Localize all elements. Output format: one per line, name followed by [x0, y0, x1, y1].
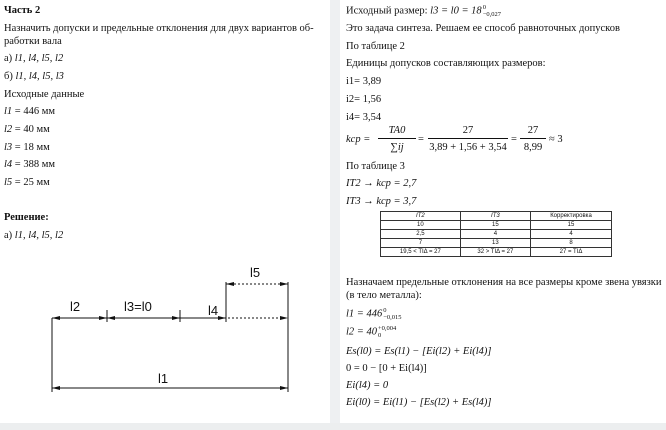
table-header-correction: Корректировка	[530, 212, 611, 221]
assign-line-1: Назначаем предельные отклонения на все размеры кроме звена увязки	[346, 277, 662, 288]
arrow-l5-left	[226, 282, 234, 286]
assign-line-2: (в тело металла):	[346, 290, 422, 301]
variant-b-text: l1, l4, l5, l3	[15, 71, 64, 82]
solution-variant-text: l1, l4, l5, l2	[14, 230, 64, 241]
table-row	[381, 230, 612, 239]
table-row	[381, 221, 612, 230]
kcp-bar2	[428, 138, 508, 139]
table-cell: 15	[530, 221, 611, 230]
input-l2-value: = 40 мм	[14, 124, 50, 135]
table-cell: 15	[460, 221, 530, 230]
equation-3	[346, 379, 388, 392]
table2-ref: По таблице 2	[346, 41, 405, 52]
kcp-eq2: =	[511, 134, 517, 145]
variant-a-text: l1, l4, l5, l2	[14, 53, 64, 64]
table3-ref: По таблице 3	[346, 161, 405, 172]
table-row	[381, 239, 612, 248]
arrow-l4-end	[280, 316, 288, 320]
input-l2-name: l2	[4, 124, 13, 135]
table-cell: 7	[381, 239, 461, 248]
table-cell: 4	[530, 230, 611, 239]
table-row	[381, 248, 612, 257]
table-cell: 10	[381, 221, 461, 230]
equation-4-text: Ei(l0) = Ei(l1) − [Es(l2) + Es(l4)]	[346, 397, 492, 408]
equation-4	[346, 396, 491, 409]
input-l1-value: = 446 мм	[14, 106, 56, 117]
synthesis-text: Это задача синтеза. Решаем ее способ равноточных допусков	[346, 23, 620, 34]
variant-b-prefix: б)	[4, 71, 13, 82]
arrow-l4-right	[218, 316, 226, 320]
table-header-row	[381, 212, 612, 221]
it2-line	[346, 177, 416, 190]
source-size-upper: 0	[482, 4, 486, 11]
tolerance-table	[380, 211, 612, 257]
label-l4: l4	[208, 303, 219, 318]
arrow-l3-right	[172, 316, 180, 320]
task-line-1: Назначить допуски и предельные отклонения для двух вариантов об-	[4, 23, 314, 34]
l2-lower: 0	[378, 332, 382, 339]
input-l3-value: = 18 мм	[14, 142, 50, 153]
source-size-eq: l3 = l0 = 18	[430, 5, 482, 17]
arrow-l3-left	[107, 316, 115, 320]
kcp-eq1: =	[418, 134, 424, 145]
kcp-num2: 27	[462, 125, 474, 136]
dimension-chain-drawing	[0, 0, 330, 430]
table-cell: 27 = TIΔ	[530, 248, 611, 257]
table-cell: 19,5 < TIΔ = 27	[381, 248, 461, 257]
label-l5: l5	[250, 265, 261, 280]
variant-a-prefix: а)	[4, 53, 13, 64]
part-title: Часть 2	[4, 5, 41, 16]
kcp-den1	[378, 141, 416, 154]
kcp-num1	[380, 124, 414, 137]
it3-line-text: IT3 → kср = 3,7	[346, 196, 417, 207]
bottom-bar	[0, 423, 666, 430]
solution-heading: Решение:	[4, 212, 49, 223]
l2-upper: +0,004	[378, 325, 397, 332]
equation-2-text: 0 = 0 − [0 + Ei(l4)]	[346, 363, 427, 374]
input-l4-value: = 388 мм	[14, 159, 56, 170]
table-cell: 2,5	[381, 230, 461, 239]
label-l1: l1	[158, 371, 169, 386]
kcp-bar3	[520, 138, 546, 139]
kcp-den2: 3,89 + 1,56 + 3,54	[429, 142, 507, 153]
equation-3-text: Ei(l4) = 0	[346, 380, 389, 391]
kcp-num1-text: TA0	[388, 125, 406, 136]
table-cell: 4	[460, 230, 530, 239]
label-l2: l2	[70, 299, 81, 314]
input-l5-value: = 25 мм	[14, 177, 50, 188]
kcp-den1-text: ∑ij	[390, 142, 404, 153]
arrow-l1-left	[52, 386, 60, 390]
equation-1	[346, 345, 491, 358]
l1-lower: −0,015	[383, 314, 402, 321]
units-heading: Единицы допусков составляющих размеров:	[346, 58, 546, 69]
source-size-lower: −0,027	[482, 11, 501, 18]
table-cell: 32 > TIΔ = 27	[460, 248, 530, 257]
table-cell: 8	[530, 239, 611, 248]
input-l3-name: l3	[4, 142, 13, 153]
it2-line-text: IT2 → kср = 2,7	[346, 178, 417, 189]
input-l5-name: l5	[4, 177, 13, 188]
task-line-2: работки вала	[4, 36, 62, 47]
table-header-it2: IT2	[381, 212, 461, 221]
table-cell: 13	[460, 239, 530, 248]
arrow-l2-left	[52, 316, 60, 320]
it3-line	[346, 195, 416, 208]
unit-i1: i1= 3,89	[346, 76, 382, 87]
l2-eq: l2 = 40	[346, 326, 378, 338]
page-separator	[330, 0, 340, 430]
l1-eq: l1 = 446	[346, 308, 383, 320]
input-l1-name: l1	[4, 106, 13, 117]
solution-variant-prefix: а)	[4, 230, 13, 241]
kcp-den3: 8,99	[523, 142, 543, 153]
equation-1-text: Es(l0) = Es(l1) − [Ei(l2) + Ei(l4)]	[346, 346, 492, 357]
kcp-result: ≈ 3	[549, 134, 563, 145]
kcp-bar1	[378, 138, 416, 139]
kcp-lhs-text: kср =	[346, 134, 371, 145]
table-header-it3: IT3	[460, 212, 530, 221]
kcp-lhs	[346, 133, 370, 146]
unit-i2: i2= 1,56	[346, 94, 382, 105]
label-l3: l3=l0	[124, 299, 152, 314]
arrow-l5-right	[280, 282, 288, 286]
source-size	[346, 4, 501, 18]
input-l4-name: l4	[4, 159, 13, 170]
input-heading: Исходные данные	[4, 89, 85, 100]
l1-upper: 0	[383, 307, 387, 314]
kcp-num3: 27	[527, 125, 539, 136]
l1-tolerance	[346, 307, 402, 321]
unit-i4: i4= 3,54	[346, 112, 382, 123]
equation-2	[346, 362, 427, 375]
source-size-label: Исходный размер:	[346, 5, 428, 17]
l2-tolerance	[346, 325, 396, 339]
arrow-l2-right	[99, 316, 107, 320]
arrow-l1-right	[280, 386, 288, 390]
